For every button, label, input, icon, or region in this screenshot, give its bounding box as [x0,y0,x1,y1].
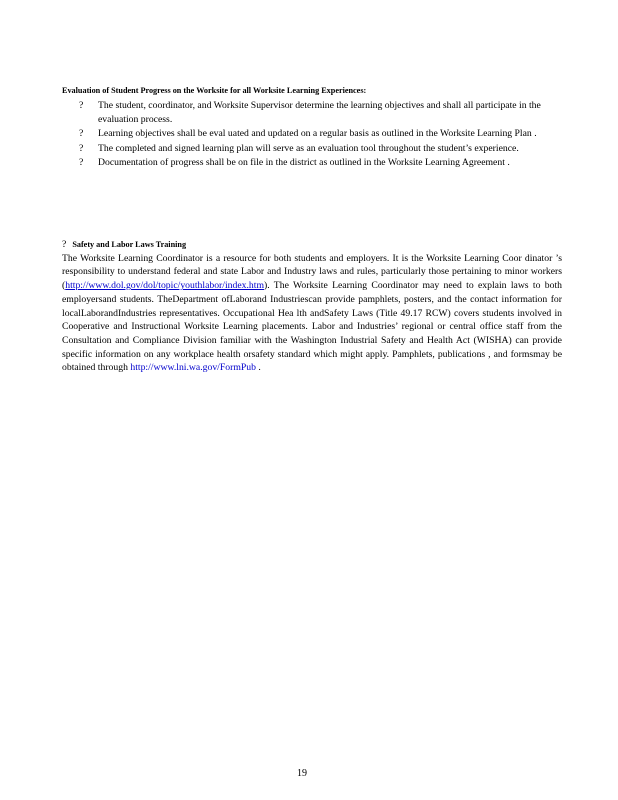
safety-text-part1: The Worksite Learning Coordinator is a resource for both students and employers. It is the Worksite Learning Coor dinator ’s responsibility to understand federal and state Labor and Industry laws and rules, particularly those pertaining to minor workers [62,252,562,278]
bullet-glyph: ? [62,239,67,250]
dol-youthlabor-link[interactable]: http://www.dol.gov/dol/topic/youthlabor/index.htm [65,280,264,292]
list-item-text: The completed and signed learning plan will serve as an evaluation tool throughout the student’s experience. [98,142,519,154]
page-number: 19 [297,768,307,779]
list-item-text: The student, coordinator, and Worksite Supervisor determine the learning objectives and shall all participate in the evaluation process. [98,100,541,125]
evaluation-heading: Evaluation of Student Progress on the Worksite for all Worksite Learning Experiences: [62,86,367,95]
bullet-glyph: ? [79,142,84,154]
bullet-glyph: ? [79,128,84,140]
safety-heading-text: Safety and Labor Laws Training [72,240,187,249]
safety-paragraph: The Worksite Learning Coordinator is a resource for both students and employers. It is the Worksite Learning Coor dinator ’s responsibility to understand federal and state Labor and Industry laws and rules, particularly those pertaining to minor workers (http://www.dol.gov/dol/topic/youthlabor/index.htm). The Worksite Learning Coordinator may need to explain laws to both employersand students. TheDepartment ofLaborand Industriescan provide pamphlets, posters, and the contact information for localLaborandIndustries representatives. Occupational Hea lth andSafety Laws (Title 49.17 RCW) covers students involved in Cooperative and Instructional Worksite Learning placements. Labor and Industries’ regional or central office staff from the Consultation and Compliance Division familiar with the Washington Industrial Safety and Health Act (WISHA) can provide specific information on any workplace health orsafety standard which might apply. Pamphlets, publications , and formsmay be obtained through http://www.lni.wa.gov/FormPub . [62,252,562,374]
safety-heading [62,238,562,252]
safety-text-part2: . The Worksite Learning Coordinator may need to explain laws to both employersand students. TheDepartment ofLaborand Industriescan provide pamphlets, posters, and the contact information for localLaborandIndustries representatives. Occupational Hea lth andSafety Laws (Title 49.17 RCW) covers students involved in Cooperative and Instructional Worksite Learning placements. Labor and Industries’ regional or central office staff from the Consultation and Compliance Division familiar with the Washington Industrial Safety and Health Act (WISHA) can provide specific information on any workplace health orsafety standard which might apply. Pamphlets, publications , and formsmay be obtained through [62,280,562,374]
list-item-text: Learning objectives shall be eval uated and updated on a regular basis as outlined in the Worksite Learning Plan . [98,128,537,140]
list-item [62,142,552,156]
evaluation-list [62,99,552,171]
safety-section [62,238,562,375]
safety-text-end: . [258,362,261,374]
bullet-glyph: ? [79,100,84,111]
list-item [62,156,552,170]
list-item [62,127,552,141]
list-item [62,99,552,126]
list-item-text: Documentation of progress shall be on file in the district as outlined in the Worksite Learning Agreement . [98,157,510,169]
lni-formpub-link[interactable]: http://www.lni.wa.gov/FormPub [130,362,256,374]
bullet-glyph: ? [79,157,84,169]
